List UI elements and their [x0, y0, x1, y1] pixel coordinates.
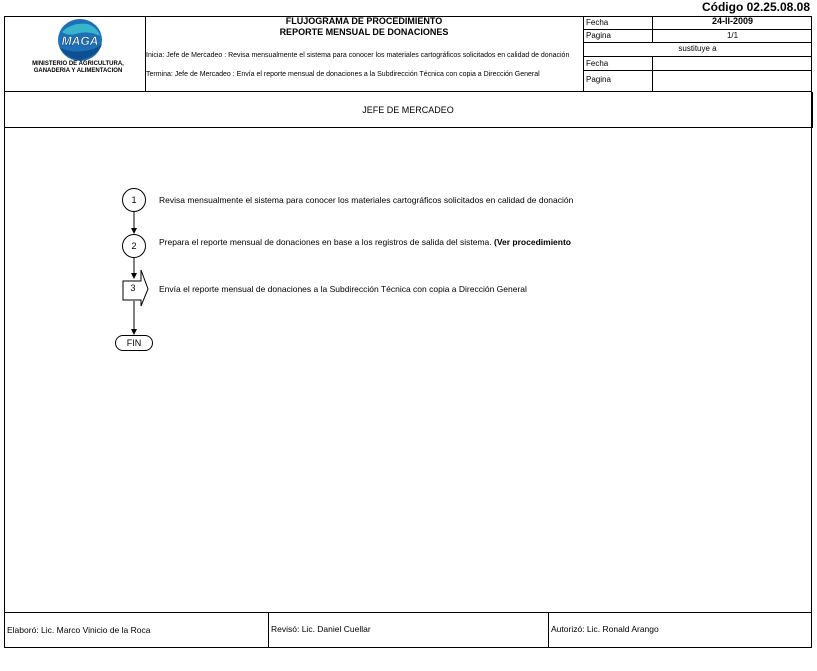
fecha-value: 24-II-2009 — [711, 16, 754, 26]
elaboro-text: Elaboró: Lic. Marco Vinicio de la Roca — [7, 625, 151, 635]
footer-divider — [268, 612, 269, 648]
step-2-link-text: (Ver procedimiento — [491, 237, 571, 247]
autorizo-text: Autorizó: Lic. Ronald Arango — [551, 624, 659, 634]
pagina-label: Pagina — [586, 31, 611, 40]
title-line: REPORTE MENSUAL DE DONACIONES — [279, 27, 449, 37]
step-3-number: 3 — [130, 283, 136, 293]
step-3-text: Envía el reporte mensual de donaciones a la Subdirección Técnica con copia a Dirección General — [159, 284, 527, 294]
sustituye-label: sustituye a — [678, 44, 717, 53]
fecha2-label: Fecha — [586, 59, 609, 68]
step-1-text: Revisa mensualmente el sistema para conocer los materiales cartográficos solicitados en calidad de donación — [159, 195, 574, 205]
step-2-main-text: Prepara el reporte mensual de donaciones en base a los registros de salida del sistema. — [159, 237, 492, 247]
step-number: 1 — [131, 195, 137, 205]
pagina2-label: Pagina — [586, 75, 611, 84]
footer-divider — [548, 612, 549, 648]
org-name-line: GANADERIA Y ALIMENTACION — [33, 68, 123, 74]
logo-text: MAGA — [61, 34, 99, 48]
termina-text: Termina: Jefe de Mercadeo : Envía el reporte mensual de donaciones a la Subdirección Técnica con copia a Dirección General — [146, 71, 540, 78]
end-terminator — [115, 335, 153, 351]
inicia-text: Inicia: Jefe de Mercadeo : Revisa mensualmente el sistema para conocer los materiales cartográficos solicitados en calidad de donación — [146, 52, 570, 59]
step-2-text — [159, 237, 571, 247]
step-number: 2 — [131, 241, 137, 251]
org-name-line: MINISTERIO DE AGRICULTURA, — [32, 61, 124, 67]
lane-title: JEFE DE MERCADEO — [362, 104, 454, 115]
title-line: FLUJOGRAMA DE PROCEDIMIENTO — [285, 16, 443, 26]
end-label: FIN — [126, 338, 142, 348]
pagina-value: 1/1 — [726, 31, 739, 40]
step-1-circle — [122, 188, 146, 212]
step-2-circle — [122, 234, 146, 258]
fecha-label: Fecha — [586, 18, 609, 27]
connector-arrow — [131, 273, 137, 279]
reviso-text: Revisó: Lic. Daniel Cuellar — [271, 624, 371, 634]
document-code: Código 02.25.08.08 — [701, 0, 810, 14]
footer-divider — [4, 612, 812, 613]
